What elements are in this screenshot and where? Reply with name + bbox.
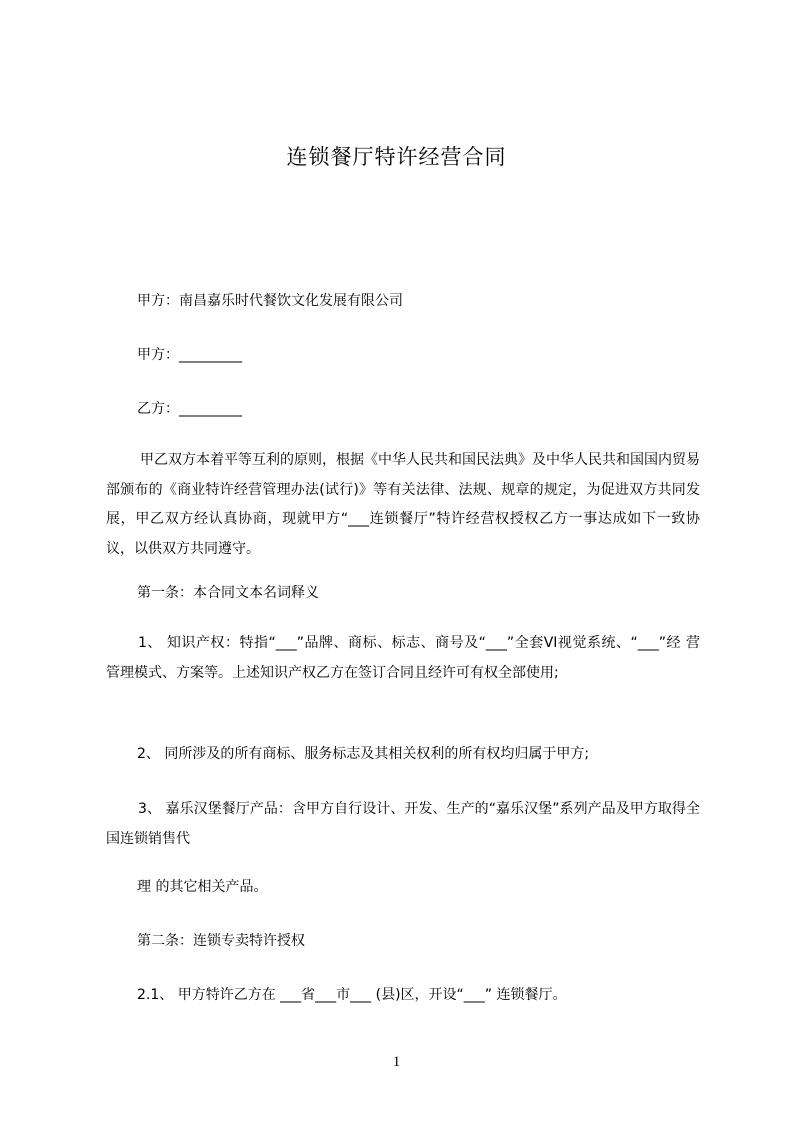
party-b-blank: 乙方：_________: [137, 401, 242, 417]
party-a-company: 甲方：南昌嘉乐时代餐饮文化发展有限公司: [137, 293, 403, 309]
clause-1-1: 1、 知识产权：特指“___”品牌、商标、标志、商号及“___”全套VI视觉系统、“___”经 营 管理模式、方案等。上述知识产权乙方在签订合同且经许可有权全部使用;: [106, 635, 700, 681]
clause-2-1: 2.1、 甲方特许乙方在 ___省___市___ (县)区，开设“___” 连锁餐厅。: [137, 987, 567, 1003]
clause-1-3: 3、 嘉乐汉堡餐厅产品：含甲方自行设计、开发、生产的“嘉乐汉堡”系列产品及甲方取得全国连锁销售代: [106, 801, 700, 847]
document-title: 连锁餐厅特许经营合同: [286, 145, 507, 169]
preamble-paragraph: 甲乙双方本着平等互利的原则，根据《中华人民共和国民法典》及中华人民共和国国内贸易部颁布的《商业特许经营管理办法(试行)》等有关法律、法规、规章的规定，为促进双方共同发展，甲乙双方经认真协商，现就甲方“___连锁餐厅”特许经营权授权乙方一事达成如下一致协议，以供双方共同遵守。: [106, 452, 700, 557]
clause-1-2: 2、 同所涉及的所有商标、服务标志及其相关权利的所有权均归属于甲方;: [137, 746, 590, 762]
article-1-heading: 第一条：本合同文本名词释义: [137, 585, 319, 601]
page-number: 1: [392, 1054, 401, 1070]
clause-1-3-continued: 理 的其它相关产品。: [137, 879, 268, 895]
party-a-blank: 甲方：_________: [137, 347, 242, 363]
article-2-heading: 第二条：连锁专卖特许授权: [137, 933, 305, 949]
